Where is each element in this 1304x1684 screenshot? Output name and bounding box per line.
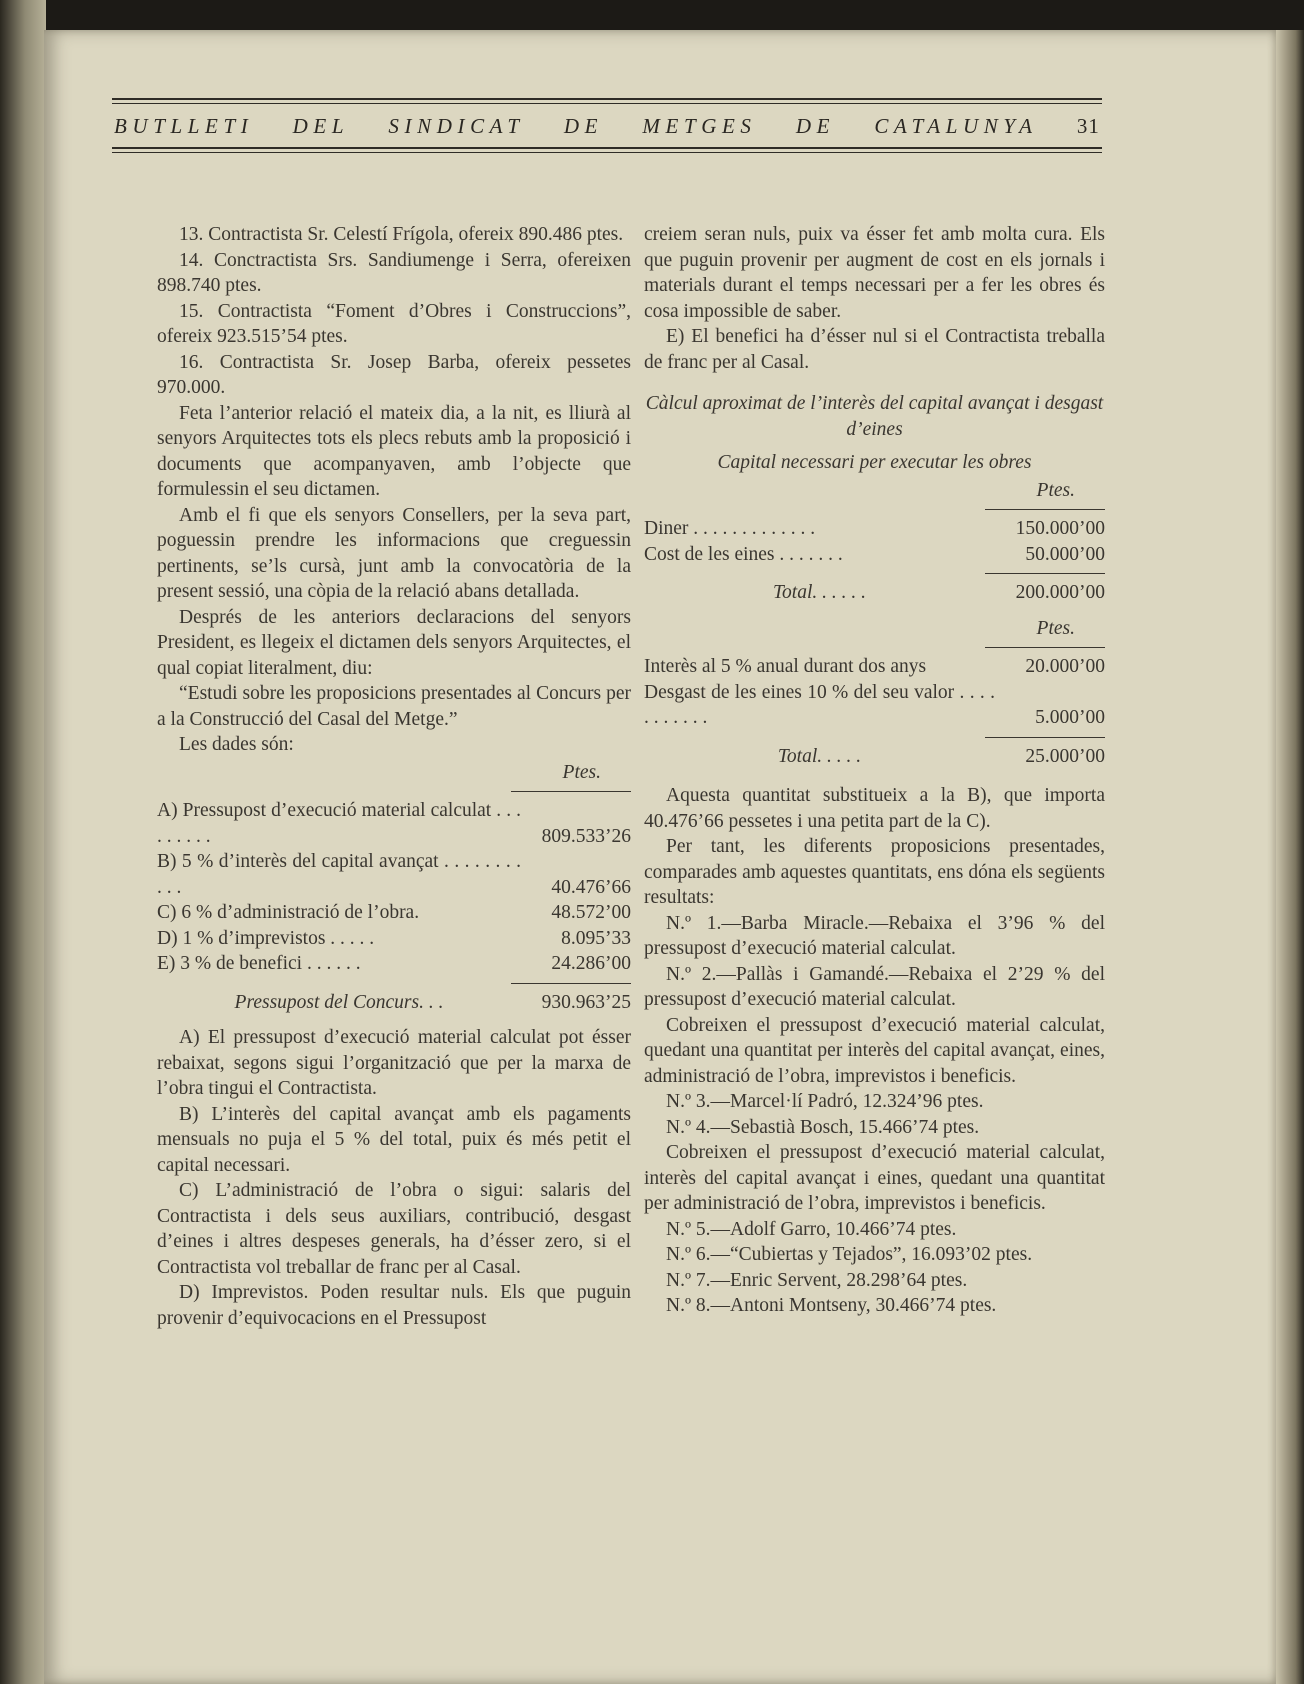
paragraph: Les dades són: <box>179 734 294 755</box>
paragraph: Cobreixen el pressupost d’execució material calculat, interès del capital avançat i eines, quedant una quantitat per administració de l’obra, imprevistos i beneficis. <box>644 1142 1105 1214</box>
row-label: Interès al 5 % anual durant dos anys <box>644 656 927 677</box>
table-row <box>157 951 631 977</box>
budget-table <box>157 798 631 977</box>
header-word: DE <box>563 114 604 138</box>
ptes-label: Ptes. <box>1036 617 1075 639</box>
paragraph: Feta l’anterior relació el mateix dia, a la nit, es lliurà al senyors Arquitectes tots els plecs rebuts amb la proposició i documents que acompanyaven, amb l’objecte que formulessin el seu dictamen. <box>157 402 631 500</box>
paragraph: 13. Contractista Sr. Celestí Frígola, ofereix 890.486 ptes. <box>179 224 624 245</box>
right-column <box>644 222 1105 1319</box>
left-page-edge <box>0 0 46 1684</box>
total-label: Total. . . . . . <box>772 582 866 603</box>
section-subheading: Capital necessari per executar les obres <box>717 452 1032 473</box>
paragraph: N.º 1.—Barba Miracle.—Rebaixa el 3’96 % del pressupost d’execució material calculat. <box>644 912 1105 959</box>
row-value: 809.533’26 <box>541 825 631 847</box>
left-column <box>157 222 631 1331</box>
row-label: C) 6 % d’administració de l’obra. <box>157 902 420 923</box>
header-word: DEL <box>292 114 350 138</box>
header-word: DE <box>795 114 836 138</box>
paragraph: B) L’interès del capital avançat amb els pagaments mensuals no puja el 5 % del total, puix és més petit el capital necessari. <box>157 1103 631 1176</box>
paragraph: N.º 8.—Antoni Montseny, 30.466’74 ptes. <box>666 1295 997 1316</box>
ptes-label: Ptes. <box>1036 479 1075 501</box>
table-row <box>157 900 631 926</box>
row-value: 5.000’00 <box>1035 707 1105 728</box>
total-row <box>157 990 631 1016</box>
paragraph: Per tant, les diferents proposicions presentades, comparades amb aquestes quantitats, ens dóna els següents resultats: <box>644 836 1105 908</box>
table-row <box>644 654 1105 680</box>
table-row <box>157 798 631 849</box>
row-value: 50.000’00 <box>1025 543 1105 565</box>
paragraph: C) L’administració de l’obra o sigui: salaris del Contractista i dels seus auxiliars, contribució, desgast d’eines i altres despeses generals, ha d’ésser zero, si el Contractista vol treballar de franc per al Casal. <box>157 1180 631 1278</box>
paragraph: N.º 6.—“Cubiertas y Tejados”, 16.093’02 ptes. <box>666 1244 1033 1265</box>
paragraph: E) El benefici ha d’ésser nul si el Contractista treballa de franc per al Casal. <box>644 326 1105 373</box>
total-row <box>644 744 1105 770</box>
total-label: Total. . . . . <box>777 745 862 767</box>
right-page-edge <box>1276 30 1304 1684</box>
row-value: 40.476’66 <box>551 876 631 898</box>
row-value: 24.286’00 <box>551 953 631 974</box>
paragraph: “Estudi sobre les proposicions presentades al Concurs per a la Construcció del Casal del Metge.” <box>157 683 631 730</box>
row-label: A) Pressupost d’execució material calculat . . . . . . . . . <box>157 800 521 847</box>
paragraph: creiem seran nuls, puix va ésser fet amb molta cura. Els que puguin provenir per augment de cost en els jornals i materials durant el temps necessari per a fer les obres és cosa impossible de saber. <box>644 224 1105 322</box>
table-rule <box>985 509 1105 510</box>
row-label: Desgast de les eines 10 % del seu valor . . . . . . . . . . . <box>644 681 995 728</box>
table-row <box>644 542 1105 568</box>
total-label: Pressupost del Concurs. . . <box>234 991 444 1013</box>
table-rule <box>985 737 1105 738</box>
table-row <box>157 926 631 952</box>
paragraph: N.º 7.—Enric Servent, 28.298’64 ptes. <box>666 1269 968 1291</box>
paragraph: N.º 5.—Adolf Garro, 10.466’74 ptes. <box>666 1218 957 1240</box>
total-value: 25.000’00 <box>1025 745 1105 767</box>
table-row <box>157 849 631 900</box>
paragraph: Cobreixen el pressupost d’execució material calculat, quedant una quantitat per interès del capital avançat, eines, administració de l’obra, imprevistos i beneficis. <box>644 1014 1105 1087</box>
total-value: 200.000’00 <box>1015 582 1105 603</box>
header-title <box>112 104 1102 147</box>
row-label: Cost de les eines . . . . . . . <box>644 543 843 565</box>
paragraph: N.º 4.—Sebastià Bosch, 15.466’74 ptes. <box>666 1116 980 1138</box>
row-label: E) 3 % de benefici . . . . . . <box>157 953 361 974</box>
header-rule-top <box>112 98 1102 100</box>
header-rule-bottom <box>112 147 1102 149</box>
paragraph: Aquesta quantitat substitueix a la B), que importa 40.476’66 pessetes i una petita part de la C). <box>644 785 1105 832</box>
row-label: B) 5 % d’interès del capital avançat . . . . . . . . . . . <box>157 851 521 898</box>
paragraph: Amb el fi que els senyors Consellers, per la seva part, poguessin prendre les informacions que creguessin pertinents, se’ls cursà, junt amb la convocatòria de la present sessió, una còpia de la relació abans detallada. <box>157 504 631 602</box>
paragraph: D) Imprevistos. Poden resultar nuls. Els que puguin provenir d’equivocacions en el Pressupost <box>157 1282 631 1329</box>
header-rule-bottom-thin <box>112 152 1102 153</box>
header-word: SINDICAT <box>388 114 525 138</box>
table-row <box>644 680 1105 731</box>
paragraph: 16. Contractista Sr. Josep Barba, ofereix pessetes 970.000. <box>157 351 631 398</box>
table-rule <box>985 573 1105 574</box>
paragraph: Després de les anteriors declaracions del senyors President, es llegeix el dictamen dels senyors Arquitectes, el qual copiat literalment, diu: <box>157 606 631 679</box>
running-header <box>112 98 1102 153</box>
paragraph: 14. Conctractista Srs. Sandiumenge i Serra, ofereixen 898.740 ptes. <box>157 249 631 296</box>
ptes-label: Ptes. <box>562 761 601 783</box>
row-value: 48.572’00 <box>551 902 631 923</box>
paragraph: N.º 3.—Marcel·lí Padró, 12.324’96 ptes. <box>666 1091 984 1112</box>
total-value: 930.963’25 <box>541 991 631 1013</box>
row-value: 20.000’00 <box>1025 656 1105 677</box>
section-heading: Càlcul aproximat de l’interès del capital avançat i desgast d’eines <box>645 393 1104 440</box>
header-word: BUTLLETI <box>114 114 254 138</box>
row-label: Diner . . . . . . . . . . . . . <box>644 518 816 539</box>
table-row <box>644 516 1105 542</box>
row-label: D) 1 % d’imprevistos . . . . . <box>157 927 375 949</box>
paragraph: N.º 2.—Pallàs i Gamandé.—Rebaixa el 2’29 % del pressupost d’execució material calculat. <box>644 963 1105 1010</box>
header-word: CATALUNYA <box>874 114 1038 138</box>
paragraph: 15. Contractista “Foment d’Obres i Construccions”, ofereix 923.515’54 ptes. <box>157 300 631 347</box>
paragraph: A) El pressupost d’execució material calculat pot ésser rebaixat, segons sigui l’organització que per la marxa de l’obra tingui el Contractista. <box>157 1027 631 1099</box>
total-row <box>644 580 1105 606</box>
row-value: 150.000’00 <box>1015 518 1105 539</box>
table-rule <box>985 647 1105 648</box>
page-number: 31 <box>1076 114 1100 138</box>
header-word: METGES <box>642 114 757 138</box>
table-rule <box>511 791 631 792</box>
row-value: 8.095’33 <box>561 927 631 949</box>
table-rule <box>511 983 631 984</box>
